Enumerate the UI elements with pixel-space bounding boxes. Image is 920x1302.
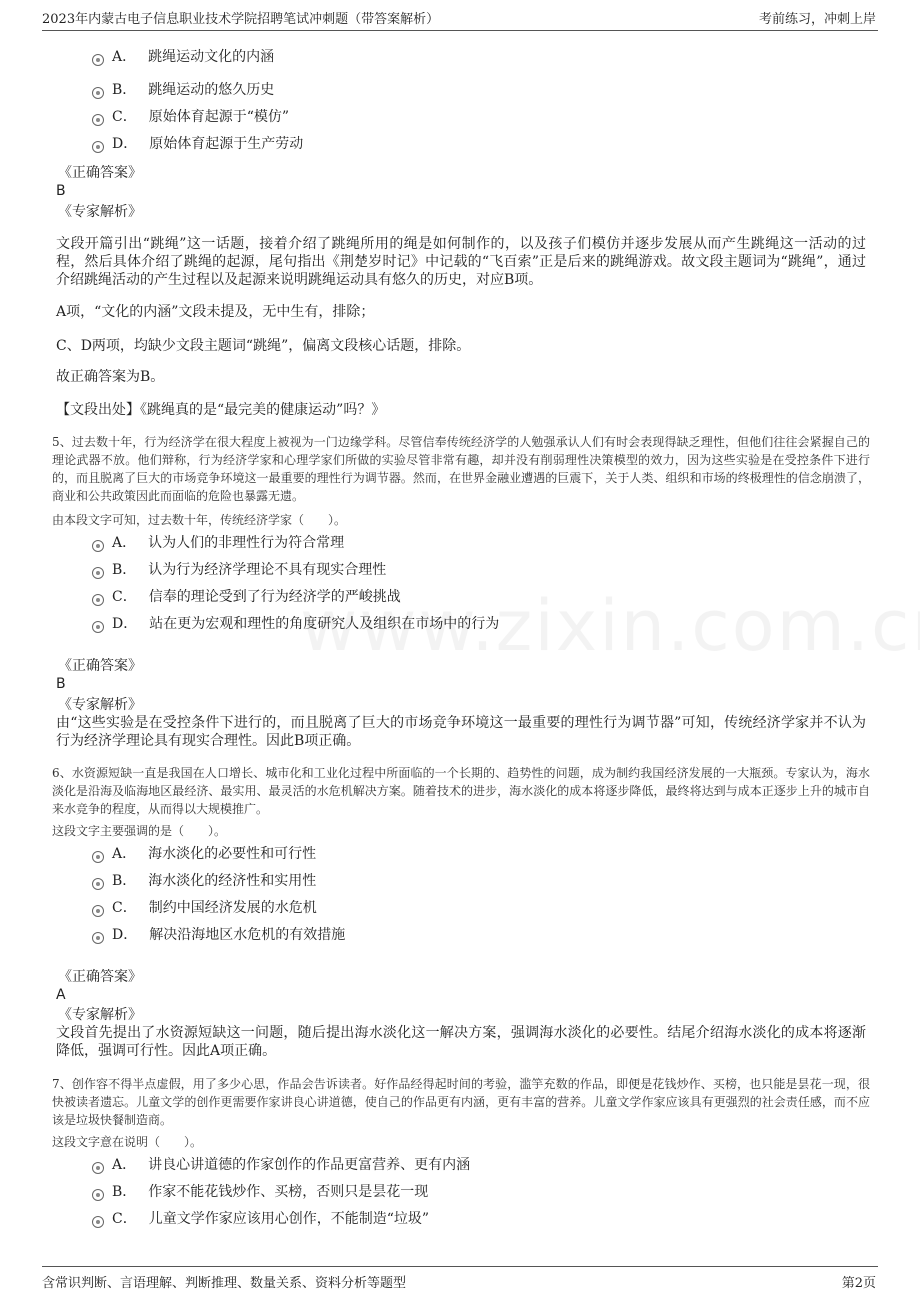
q6-option-b[interactable]: B． 海水淡化的经济性和实用性 xyxy=(92,871,316,891)
q5-option-c[interactable]: C． 信奉的理论受到了行为经济学的严峻挑战 xyxy=(92,587,401,607)
q4-option-a[interactable]: A． 跳绳运动文化的内涵 xyxy=(92,47,274,67)
source-citation: 【文段出处】《跳绳真的是“最完美的健康运动”吗？》 xyxy=(56,402,386,418)
q4-option-b[interactable]: B． 跳绳运动的悠久历史 xyxy=(92,80,274,100)
q7-option-a[interactable]: A． 讲良心讲道德的作家创作的作品更富营养、更有内涵 xyxy=(92,1155,470,1175)
radio-icon[interactable] xyxy=(92,878,104,890)
header-divider xyxy=(42,30,878,31)
answer-label: 《正确答案》 xyxy=(58,165,142,181)
analysis-label: 《专家解析》 xyxy=(58,1007,142,1023)
analysis-paragraph: 文段首先提出了水资源短缺这一问题，随后提出海水淡化这一解决方案，强调海水淡化的必要性。结尾介绍海水淡化的成本将逐渐降低，强调可行性。因此A项正确。 xyxy=(56,1025,866,1059)
analysis-paragraph: 由“这些实验是在受控条件下进行的，而且脱离了巨大的市场竞争环境这一最重要的理性行为调节器”可知，传统经济学家并不认为行为经济学理论具有现实合理性。因此B项正确。 xyxy=(56,715,866,749)
answer-value: A xyxy=(56,987,66,1003)
radio-icon[interactable] xyxy=(92,621,104,633)
page-number: 第2页 xyxy=(841,1276,876,1291)
q6-option-c[interactable]: C． 制约中国经济发展的水危机 xyxy=(92,898,317,918)
document-title: 2023年内蒙古电子信息职业技术学院招聘笔试冲刺题（带答案解析） xyxy=(42,12,440,27)
answer-value: B xyxy=(56,676,66,692)
answer-label: 《正确答案》 xyxy=(58,658,142,674)
radio-icon[interactable] xyxy=(92,594,104,606)
question-stem: 7、创作容不得半点虚假，用了多少心思，作品会告诉读者。好作品经得起时间的考验，滥竽充数的作品，即便是花钱炒作、买榜，也只能是昙花一现，很快被读者遗忘。儿童文学的创作更需要作家讲良心讲道德，使自己的作品更有内涵，更有丰富的营养。儿童文学作家应该具有更强烈的社会责任感，而不应该是垃圾快餐制造商。 xyxy=(52,1077,870,1127)
radio-icon[interactable] xyxy=(92,141,104,153)
analysis-paragraph: 文段开篇引出“跳绳”这一话题，接着介绍了跳绳所用的绳是如何制作的，以及孩子们模仿并逐步发展从而产生跳绳这一活动的过程，然后具体介绍了跳绳的起源，尾句指出《荆楚岁时记》中记载的“飞百索”正是后来的跳绳游戏。故文段主题词为“跳绳”，通过介绍跳绳活动的产生过程以及起源来说明跳绳运动具有悠久的历史，对应B项。 xyxy=(56,236,866,288)
radio-icon[interactable] xyxy=(92,1216,104,1228)
radio-icon[interactable] xyxy=(92,567,104,579)
q4-option-c[interactable]: C． 原始体育起源于“模仿” xyxy=(92,107,289,127)
q6-option-d[interactable]: D． 解决沿海地区水危机的有效措施 xyxy=(92,925,345,945)
q7-option-b[interactable]: B． 作家不能花钱炒作、买榜，否则只是昙花一现 xyxy=(92,1182,428,1202)
analysis-label: 《专家解析》 xyxy=(58,204,142,220)
q7-option-c[interactable]: C． 儿童文学作家应该用心创作，不能制造“垃圾” xyxy=(92,1209,429,1229)
q5-option-b[interactable]: B． 认为行为经济学理论不具有现实合理性 xyxy=(92,560,386,580)
q5-option-d[interactable]: D． 站在更为宏观和理性的角度研究人及组织在市场中的行为 xyxy=(92,614,499,634)
q6-option-a[interactable]: A． 海水淡化的必要性和可行性 xyxy=(92,844,316,864)
radio-icon[interactable] xyxy=(92,905,104,917)
radio-icon[interactable] xyxy=(92,1189,104,1201)
radio-icon[interactable] xyxy=(92,87,104,99)
answer-label: 《正确答案》 xyxy=(58,969,142,985)
footer-divider xyxy=(42,1266,878,1267)
question-prompt: 这段文字主要强调的是（ ）。 xyxy=(52,824,227,838)
radio-icon[interactable] xyxy=(92,932,104,944)
radio-icon[interactable] xyxy=(92,1162,104,1174)
analysis-paragraph: 故正确答案为B。 xyxy=(56,369,165,385)
answer-value: B xyxy=(56,183,66,199)
analysis-label: 《专家解析》 xyxy=(58,697,142,713)
radio-icon[interactable] xyxy=(92,114,104,126)
question-prompt: 由本段文字可知，过去数十年，传统经济学家（ ）。 xyxy=(52,513,347,527)
question-prompt: 这段文字意在说明（ ）。 xyxy=(52,1135,203,1149)
footer-categories: 含常识判断、言语理解、判断推理、数量关系、资料分析等题型 xyxy=(42,1276,407,1291)
q5-option-a[interactable]: A． 认为人们的非理性行为符合常理 xyxy=(92,533,344,553)
radio-icon[interactable] xyxy=(92,54,104,66)
radio-icon[interactable] xyxy=(92,540,104,552)
analysis-paragraph: C、D两项，均缺少文段主题词“跳绳”，偏离文段核心话题，排除。 xyxy=(56,338,471,354)
radio-icon[interactable] xyxy=(92,851,104,863)
header-slogan: 考前练习，冲刺上岸 xyxy=(758,12,876,27)
q4-option-d[interactable]: D． 原始体育起源于生产劳动 xyxy=(92,134,303,154)
question-stem: 6、水资源短缺一直是我国在人口增长、城市化和工业化过程中所面临的一个长期的、趋势性的问题，成为制约我国经济发展的一大瓶颈。专家认为，海水淡化是沿海及临海地区最经济、最实用、最灵活的水危机解决方案。随着技术的进步，海水淡化的成本将逐步降低，最终将达到与成本正逐步上升的城市自来水竞争的程度，从而得以大规模推广。 xyxy=(52,766,870,816)
question-stem: 5、过去数十年，行为经济学在很大程度上被视为一门边缘学科。尽管信奉传统经济学的人勉强承认人们有时会表现得缺乏理性，但他们往往会紧握自己的理论武器不放。他们辩称，行为经济学家和心理学家们所做的实验尽管非常有趣，却并没有削弱理性决策模型的效力，因为这些实验是在受控条件下进行的，而且脱离了巨大的市场竞争环境这一最重要的理性行为调节器。然而，在世界金融业遭遇的巨震下，关于人类、组织和市场的终极理性的信念崩溃了，商业和公共政策因此而面临的危险也暴露无遗。 xyxy=(52,435,870,503)
analysis-paragraph: A项，“文化的内涵”文段未提及，无中生有，排除； xyxy=(56,304,375,320)
